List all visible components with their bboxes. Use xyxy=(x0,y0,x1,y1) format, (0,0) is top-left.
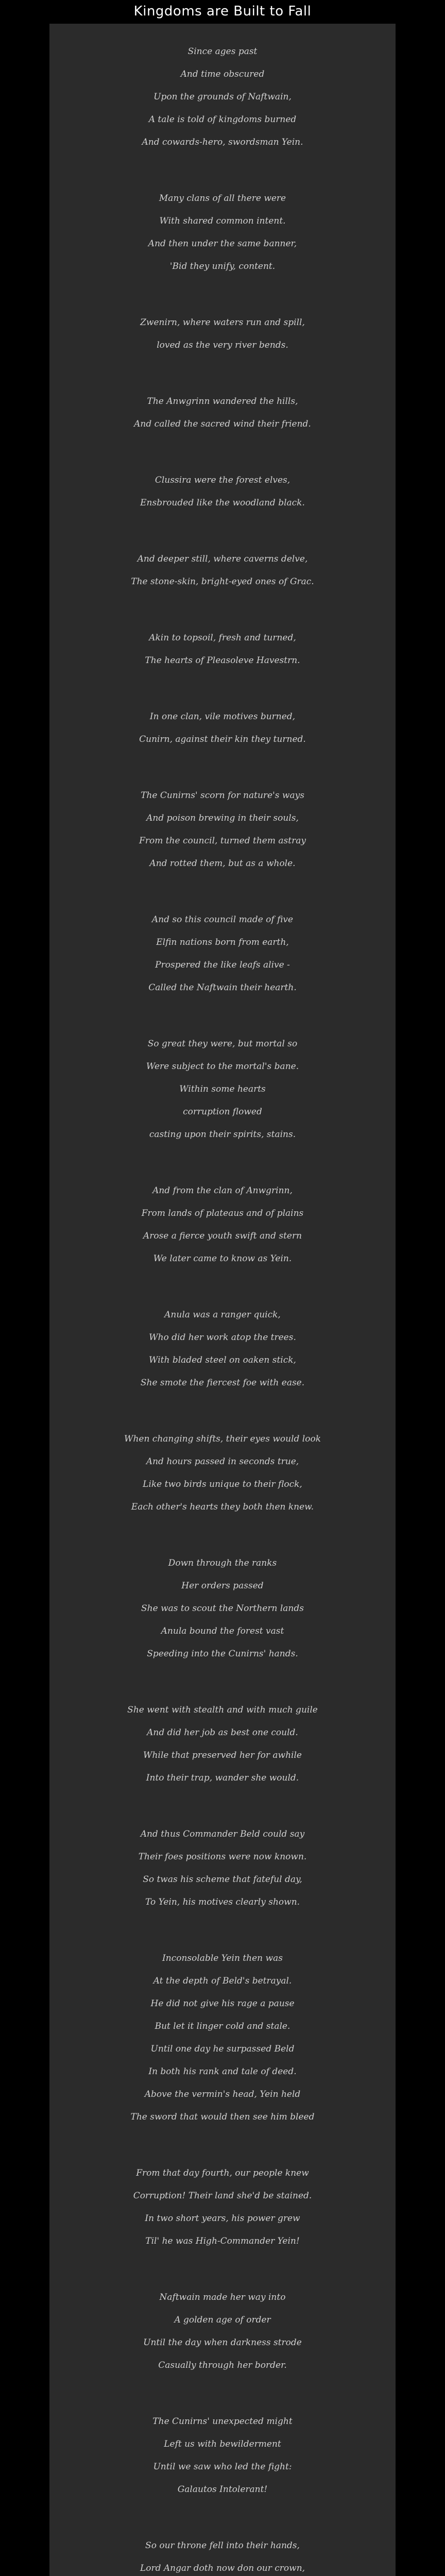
poem-line: From the council, turned them astray xyxy=(139,836,306,846)
stanza xyxy=(49,1428,396,1518)
poem-line: To Yein, his motives clearly shown. xyxy=(145,1897,300,1907)
stanza xyxy=(49,311,396,357)
poem-line: Arose a fierce youth swift and stern xyxy=(143,1231,302,1241)
poem-line: But let it linger cold and stale. xyxy=(155,2021,290,2031)
poem-line: Were subject to the mortal's bane. xyxy=(146,1061,299,1072)
poem-line: Since ages past xyxy=(187,46,258,57)
title-bar xyxy=(0,0,445,24)
poem-line: Like two birds unique to their flock, xyxy=(143,1479,302,1489)
poem-line: Within some hearts xyxy=(179,1084,266,1094)
poem-line: Into their trap, wander she would. xyxy=(146,1773,299,1783)
poem-line: Above the vermin's head, Yein held xyxy=(144,2089,301,2099)
poem-line: Clussira were the forest elves, xyxy=(155,475,290,485)
poem-line: And did her job as best one could. xyxy=(147,1727,298,1738)
stanza xyxy=(49,40,396,154)
poem-line: Akin to topsoil, fresh and turned, xyxy=(149,633,296,643)
stanza xyxy=(49,1823,396,1913)
poem-card xyxy=(49,24,396,2576)
poem-line: And then under the same banner, xyxy=(148,239,297,249)
poem-title: Kingdoms are Built to Fall xyxy=(133,4,312,19)
poem-line: Who did her work atop the trees. xyxy=(149,1332,296,1343)
stanza xyxy=(49,187,396,278)
poem-line: Elfin nations born from earth, xyxy=(156,937,289,947)
stanza xyxy=(49,1303,396,1394)
stanza xyxy=(49,1032,396,1146)
poem-line: The stone-skin, bright-eyed ones of Grac. xyxy=(131,577,314,587)
poem-line: Until the day when darkness strode xyxy=(143,2337,302,2348)
poem-line: A golden age of order xyxy=(174,2315,271,2325)
poem-line: And time obscured xyxy=(180,69,265,79)
poem-line: Ensbrouded like the woodland black. xyxy=(140,498,305,508)
stanza xyxy=(49,626,396,672)
poem-line: Corruption! Their land she'd be stained. xyxy=(133,2191,312,2201)
stanza xyxy=(49,1947,396,2128)
poem-line: Lord Angar doth now don our crown, xyxy=(140,2563,305,2573)
poem-line: 'Bid they unify, content. xyxy=(169,261,276,272)
poem-line: In both his rank and tale of deed. xyxy=(148,2066,297,2077)
poem-line: And rotted them, but as a whole. xyxy=(149,858,296,869)
poem-line: Prospered the like leafs alive - xyxy=(155,960,290,970)
poem-line: Galautos Intolerant! xyxy=(177,2484,268,2495)
poem-line: With bladed steel on oaken stick, xyxy=(149,1355,296,1365)
poem-line: The Cunirns' unexpected might xyxy=(152,2416,293,2427)
stanza xyxy=(49,2534,396,2576)
stanza xyxy=(49,705,396,751)
poem-line: And from the clan of Anwgrinn, xyxy=(152,1185,293,1196)
poem-line: Until we saw who led the fight: xyxy=(153,2462,292,2472)
poem-line: corruption flowed xyxy=(183,1107,262,1117)
stanza xyxy=(49,1179,396,1270)
poem-line: At the depth of Beld's betrayal. xyxy=(153,1976,292,1986)
poem-line: Inconsolable Yein then was xyxy=(162,1953,283,1963)
poem-line: When changing shifts, their eyes would look xyxy=(124,1434,321,1444)
poem-line: She was to scout the Northern lands xyxy=(141,1603,304,1614)
poem-line: Their foes positions were now known. xyxy=(138,1852,307,1862)
stanza xyxy=(49,784,396,875)
poem-line: And cowards-hero, swordsman Yein. xyxy=(142,137,303,147)
poem-line: Until one day he surpassed Beld xyxy=(150,2044,295,2054)
poem-line: casting upon their spirits, stains. xyxy=(149,1129,296,1140)
poem-line: Her orders passed xyxy=(181,1581,264,1591)
poem-line: So great they were, but mortal so xyxy=(147,1039,298,1049)
poem-line: So twas his scheme that fateful day, xyxy=(143,1874,302,1885)
poem-line: Anula bound the forest vast xyxy=(161,1626,284,1636)
poem-line: Upon the grounds of Naftwain, xyxy=(153,92,292,102)
poem-body xyxy=(49,24,396,2576)
poem-line: From lands of plateaus and of plains xyxy=(141,1208,304,1218)
poem-line: We later came to know as Yein. xyxy=(153,1253,292,1264)
poem-line: And deeper still, where caverns delve, xyxy=(137,554,308,564)
poem-line: She smote the fiercest foe with ease. xyxy=(140,1378,305,1388)
poem-line: Called the Naftwain their hearth. xyxy=(148,982,297,993)
stanza xyxy=(49,2410,396,2501)
poem-line: So our throne fell into their hands, xyxy=(145,2540,300,2551)
poem-line: Anula was a ranger quick, xyxy=(164,1310,281,1320)
poem-line: From that day fourth, our people knew xyxy=(136,2168,309,2178)
poem-line: Cunirn, against their kin they turned. xyxy=(139,734,306,744)
poem-line: And poison brewing in their souls, xyxy=(146,813,299,823)
poem-line: In two short years, his power grew xyxy=(145,2213,300,2224)
poem-line: With shared common intent. xyxy=(159,216,286,226)
poem-line: The sword that would then see him bleed xyxy=(130,2112,315,2122)
poem-line: In one clan, vile motives burned, xyxy=(149,711,296,722)
poem-line: And called the sacred wind their friend. xyxy=(134,419,311,429)
poem-line: Each other's hearts they both then knew. xyxy=(131,1502,314,1512)
poem-line: A tale is told of kingdoms burned xyxy=(148,114,297,125)
stanza xyxy=(49,908,396,999)
poem-line: Til' he was High-Commander Yein! xyxy=(145,2236,300,2246)
poem-line: Speeding into the Cunirns' hands. xyxy=(147,1649,298,1659)
poem-line: Naftwain made her way into xyxy=(159,2292,286,2302)
poem-line: The Anwgrinn wandered the hills, xyxy=(147,396,298,406)
poem-line: And thus Commander Beld could say xyxy=(140,1829,305,1839)
stanza xyxy=(49,2162,396,2252)
poem-line: Casually through her border. xyxy=(158,2360,287,2370)
stanza xyxy=(49,1552,396,1665)
stanza xyxy=(49,390,396,435)
poem-line: Down through the ranks xyxy=(168,1558,277,1568)
poem-line: While that preserved her for awhile xyxy=(143,1750,302,1760)
poem-line: And hours passed in seconds true, xyxy=(146,1456,299,1467)
poem-line: Zwenirn, where waters run and spill, xyxy=(140,317,305,328)
poem-line: And so this council made of five xyxy=(151,914,294,925)
poem-line: The hearts of Pleasoleve Havestrn. xyxy=(145,655,300,666)
stanza xyxy=(49,2286,396,2377)
poem-line: She went with stealth and with much guile xyxy=(127,1705,318,1715)
poem-line: He did not give his rage a pause xyxy=(150,1998,295,2009)
poem-line: Left us with bewilderment xyxy=(164,2439,281,2449)
stanza xyxy=(49,1699,396,1789)
stanza xyxy=(49,548,396,593)
stanza xyxy=(49,469,396,514)
poem-line: loved as the very river bends. xyxy=(157,340,288,350)
poem-line: Many clans of all there were xyxy=(159,193,286,204)
poem-line: The Cunirns' scorn for nature's ways xyxy=(141,790,304,801)
